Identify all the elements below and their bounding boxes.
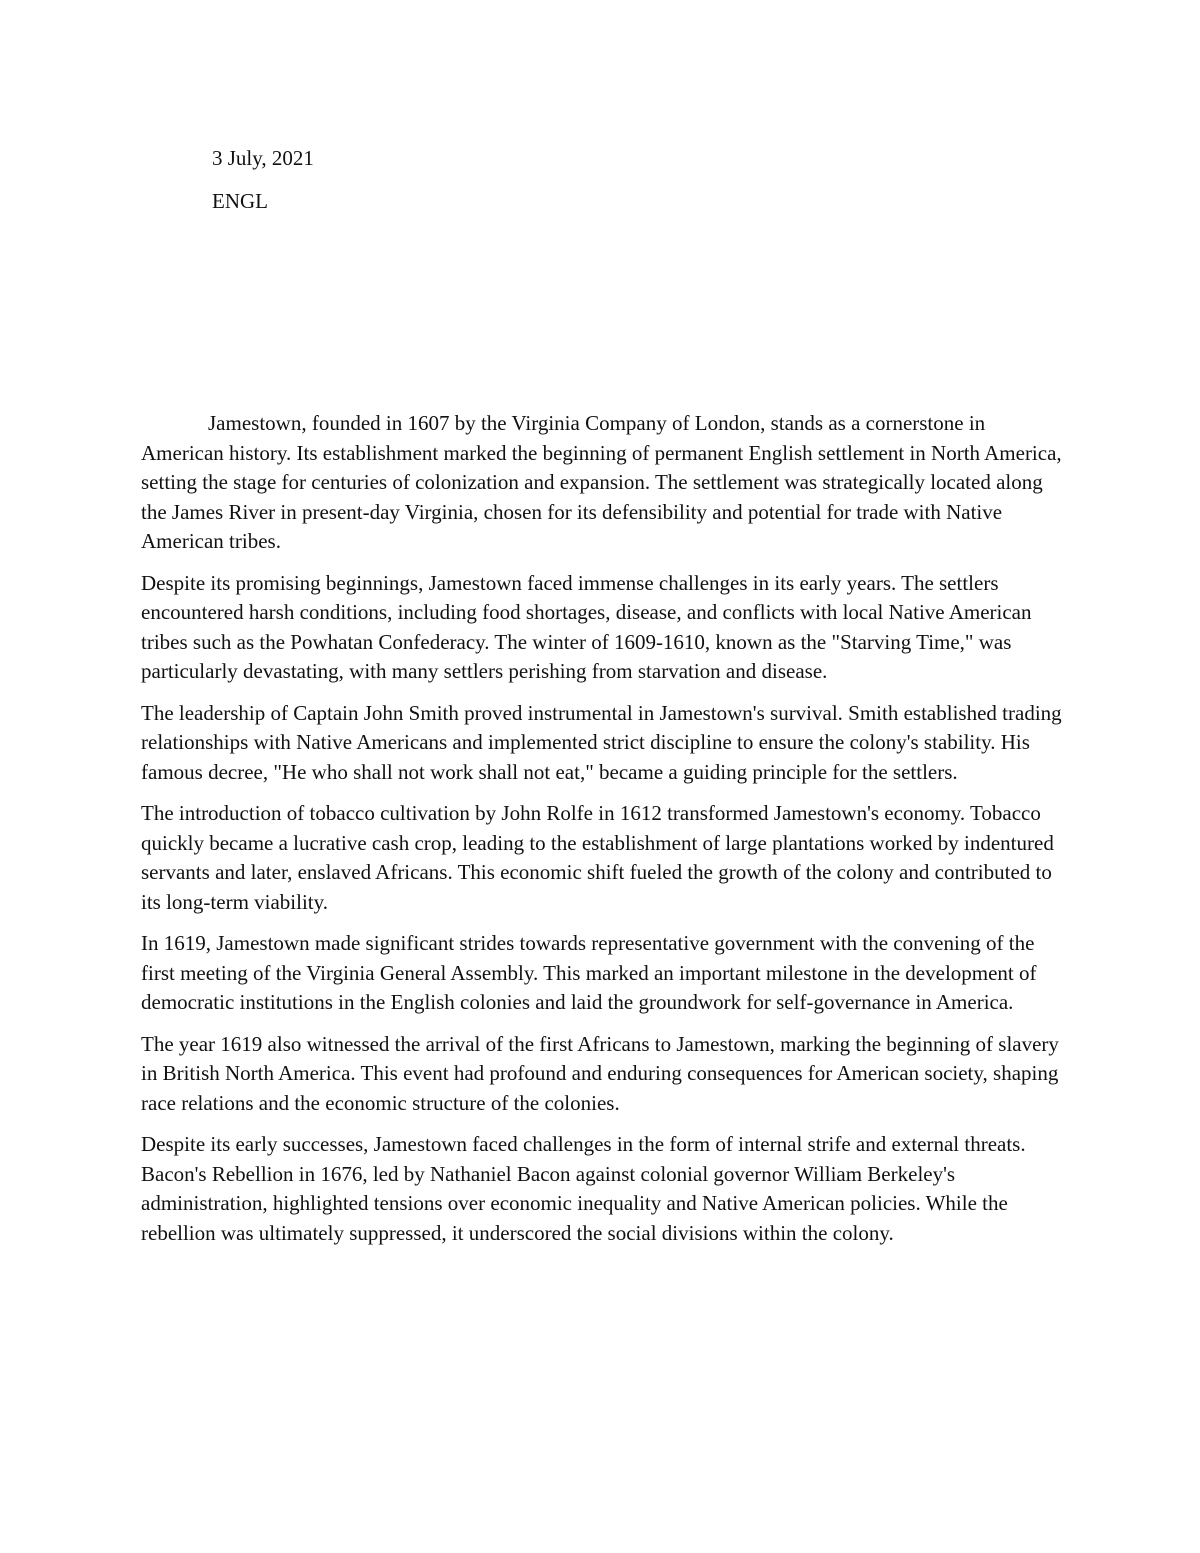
paragraph-general-assembly: In 1619, Jamestown made significant strides towards representative government with the convening of the first meeting of the Virginia General Assembly. This marked an important milestone in the development of democratic institutions in the English colonies and laid the groundwork for self-governance in America. bbox=[141, 931, 1037, 1014]
document-date: 3 July, 2021 bbox=[212, 146, 314, 170]
paragraph-challenges: Despite its promising beginnings, Jamestown faced immense challenges in its early years. The settlers encountered harsh conditions, including food shortages, disease, and conflicts with local Native American tribes such as the Powhatan Confederacy. The winter of 1609-1610, known as the "Starving Time," was particularly devastating, with many settlers perishing from starvation and disease. bbox=[141, 570, 1032, 683]
essay-body bbox=[141, 409, 1071, 1260]
paragraph-intro: Jamestown, founded in 1607 by the Virginia Company of London, stands as a cornerstone in American history. Its establishment marked the beginning of permanent English settlement in North America, setting the stage for centuries of colonization and expansion. The settlement was strategically located along the James River in present-day Virginia, chosen for its defensibility and potential for trade with Native American tribes. bbox=[141, 411, 1062, 553]
paragraph-tobacco: The introduction of tobacco cultivation by John Rolfe in 1612 transformed Jamestown's economy. Tobacco quickly became a lucrative cash crop, leading to the establishment of large plantations worked by indentured servants and later, enslaved Africans. This economic shift fueled the growth of the colony and contributed to its long-term viability. bbox=[141, 801, 1054, 914]
paragraph-john-smith: The leadership of Captain John Smith proved instrumental in Jamestown's survival. Smith established trading relationships with Native Americans and implemented strict discipline to ensure the colony's stability. His famous decree, "He who shall not work shall not eat," became a guiding principle for the settlers. bbox=[141, 700, 1062, 784]
course-label: ENGL bbox=[212, 189, 268, 213]
paragraph-bacons-rebellion: Despite its early successes, Jamestown faced challenges in the form of internal strife and external threats. Bacon's Rebellion in 1676, led by Nathaniel Bacon against colonial governor William Berkeley's administration, highlighted tensions over economic inequality and Native American policies. While the rebellion was ultimately suppressed, it underscored the social divisions within the colony. bbox=[141, 1132, 1026, 1245]
paragraph-first-africans: The year 1619 also witnessed the arrival of the first Africans to Jamestown, marking the beginning of slavery in British North America. This event had profound and enduring consequences for American society, shaping race relations and the economic structure of the colonies. bbox=[141, 1031, 1059, 1115]
